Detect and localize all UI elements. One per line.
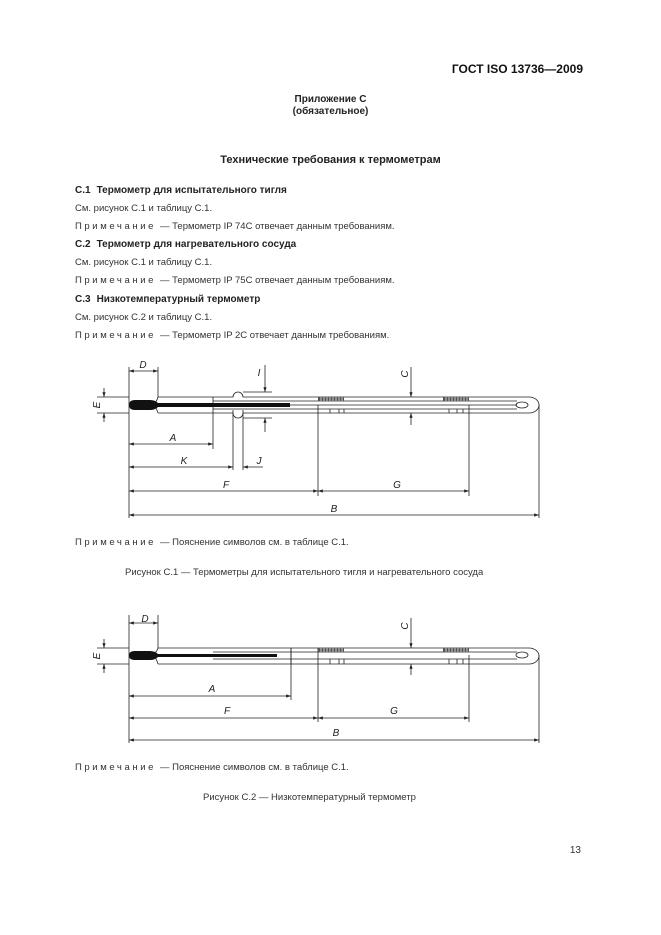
dim-label-b: B [332, 728, 340, 739]
appendix-status: (обязательное) [292, 106, 369, 117]
note-text: — Пояснение символов см. в таблице С.1. [160, 537, 349, 548]
note-label: Примечание [75, 221, 156, 232]
standard-code: ГОСТ ISO 13736—2009 [451, 62, 583, 76]
clause-number: С.3 [75, 294, 91, 305]
clause-number: С.2 [75, 239, 91, 250]
figure-c2-drawing [0, 605, 661, 745]
note-text: — Термометр IP 2C отвечает данным требованиям. [160, 330, 390, 341]
dim-label-c: C [400, 622, 411, 630]
dim-label-e: E [92, 401, 103, 409]
dim-label-d: D [141, 614, 149, 625]
appendix-title: Приложение С [294, 94, 367, 105]
clause-note [75, 330, 389, 341]
dim-label-d: D [139, 360, 147, 371]
clause-title: Термометр для испытательного тигля [96, 185, 287, 196]
clause-reference: См. рисунок С.2 и таблицу С.1. [75, 312, 213, 323]
clause-note [75, 275, 395, 286]
dim-label-c: C [400, 370, 411, 378]
clause-heading-c2 [75, 239, 296, 250]
note-label: Примечание [75, 537, 156, 548]
clause-heading-c3 [75, 294, 260, 305]
clause-number: С.1 [75, 185, 91, 196]
figure-c1-note [75, 537, 349, 548]
clause-reference: См. рисунок С.1 и таблицу С.1. [75, 257, 213, 268]
dim-label-k: K [180, 456, 188, 467]
clause-reference: См. рисунок С.1 и таблицу С.1. [75, 203, 213, 214]
clause-heading-c1 [75, 185, 287, 196]
note-label: Примечание [75, 330, 156, 341]
note-text: — Термометр IP 75C отвечает данным требованиям. [160, 275, 395, 286]
dim-label-a: A [208, 684, 216, 695]
note-label: Примечание [75, 275, 156, 286]
dim-label-e: E [92, 652, 103, 660]
note-text: — Пояснение символов см. в таблице С.1. [160, 762, 349, 773]
figure-c2-note [75, 762, 349, 773]
dim-label-j: J [256, 456, 262, 467]
note-text: — Термометр IP 74C отвечает данным требованиям. [160, 221, 395, 232]
section-title: Технические требования к термометрам [220, 154, 441, 166]
dim-label-b: B [330, 504, 338, 515]
dim-label-g: G [390, 706, 398, 717]
figure-c1-drawing [0, 355, 661, 525]
dim-label-g: G [393, 480, 401, 491]
note-label: Примечание [75, 762, 156, 773]
dim-label-f: F [223, 706, 231, 717]
figure-c2-caption: Рисунок С.2 — Низкотемпературный термометр [203, 792, 416, 803]
clause-note [75, 221, 395, 232]
dim-label-a: A [169, 433, 177, 444]
dim-label-i: I [257, 368, 261, 379]
clause-title: Термометр для нагревательного сосуда [96, 239, 297, 250]
figure-c1-caption: Рисунок С.1 — Термометры для испытательного тигля и нагревательного сосуда [125, 567, 484, 578]
page-number: 13 [569, 845, 581, 856]
dim-label-f: F [222, 480, 230, 491]
clause-title: Низкотемпературный термометр [96, 294, 261, 305]
